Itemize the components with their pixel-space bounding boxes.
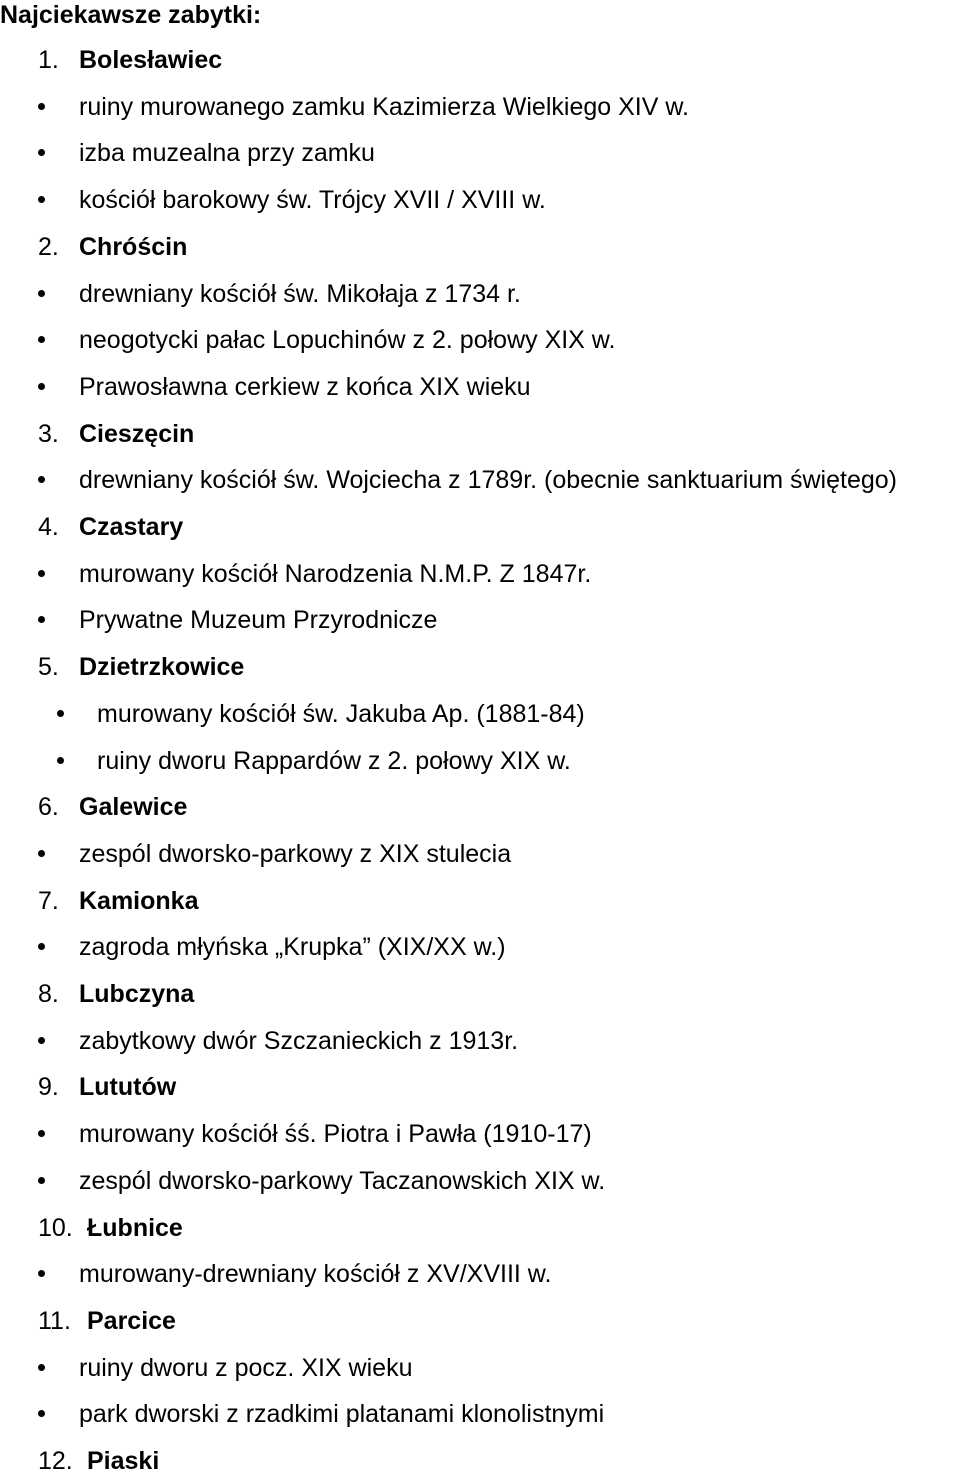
bullet-icon — [38, 1177, 45, 1184]
section-number: 11. — [38, 1307, 71, 1335]
list-item-text: drewniany kościół św. Wojciecha z 1789r. (obecnie sanktuarium świętego) — [79, 466, 897, 494]
list-item-text: zespól dworsko-parkowy Taczanowskich XIX w. — [79, 1167, 606, 1195]
list-item-text: murowany kościół śś. Piotra i Pawła (1910-17) — [79, 1120, 592, 1148]
section-name: Dzietrzkowice — [79, 653, 245, 681]
bullet-icon — [38, 196, 45, 203]
page-title: Najciekawsze zabytki: — [0, 1, 262, 29]
section-number: 10. — [38, 1214, 73, 1242]
section-name: Łubnice — [87, 1214, 183, 1242]
list-item-text: ruiny dworu z pocz. XIX wieku — [79, 1354, 413, 1382]
bullet-icon — [38, 943, 45, 950]
section-number: 2. — [38, 233, 59, 261]
section-number: 6. — [38, 793, 59, 821]
list-item-text: Prawosławna cerkiew z końca XIX wieku — [79, 373, 531, 401]
list-item-text: kościół barokowy św. Trójcy XVII / XVIII w. — [79, 186, 546, 214]
list-item-text: ruiny murowanego zamku Kazimierza Wielkiego XIV w. — [79, 93, 689, 121]
bullet-icon — [38, 336, 45, 343]
section-number: 1. — [38, 46, 59, 74]
section-name: Bolesławiec — [79, 46, 223, 74]
section-number: 9. — [38, 1073, 59, 1101]
bullet-icon — [38, 290, 45, 297]
list-item-text: drewniany kościół św. Mikołaja z 1734 r. — [79, 280, 521, 308]
section-number: 4. — [38, 513, 59, 541]
list-item-text: zagroda młyńska „Krupka” (XIX/XX w.) — [79, 933, 506, 961]
section-name: Galewice — [79, 793, 188, 821]
list-item-text: zespól dworsko-parkowy z XIX stulecia — [79, 840, 512, 868]
list-item-text: izba muzealna przy zamku — [79, 139, 375, 167]
list-item-text: neogotycki pałac Lopuchinów z 2. połowy XIX w. — [79, 326, 616, 354]
section-number: 3. — [38, 420, 59, 448]
bullet-icon — [57, 710, 64, 717]
bullet-icon — [38, 1130, 45, 1137]
section-number: 12. — [38, 1447, 73, 1475]
list-item-text: murowany kościół św. Jakuba Ap. (1881-84) — [97, 700, 585, 728]
bullet-icon — [38, 476, 45, 483]
section-number: 5. — [38, 653, 59, 681]
bullet-icon — [38, 103, 45, 110]
section-name: Cieszęcin — [79, 420, 195, 448]
bullet-icon — [38, 1270, 45, 1277]
list-item-text: murowany kościół Narodzenia N.M.P. Z 1847r. — [79, 560, 592, 588]
bullet-icon — [38, 1037, 45, 1044]
bullet-icon — [57, 757, 64, 764]
list-item-text: park dworski z rzadkimi platanami klonolistnymi — [79, 1400, 605, 1428]
list-item-text: Prywatne Muzeum Przyrodnicze — [79, 606, 438, 634]
bullet-icon — [38, 1364, 45, 1371]
bullet-icon — [38, 149, 45, 156]
section-number: 7. — [38, 887, 59, 915]
bullet-icon — [38, 383, 45, 390]
bullet-icon — [38, 1410, 45, 1417]
list-item-text: ruiny dworu Rappardów z 2. połowy XIX w. — [97, 747, 571, 775]
section-name: Kamionka — [79, 887, 199, 915]
section-name: Lubczyna — [79, 980, 195, 1008]
list-item-text: murowany-drewniany kościół z XV/XVIII w. — [79, 1260, 552, 1288]
bullet-icon — [38, 570, 45, 577]
section-number: 8. — [38, 980, 59, 1008]
section-name: Chróścin — [79, 233, 188, 261]
bullet-icon — [38, 850, 45, 857]
section-name: Czastary — [79, 513, 184, 541]
section-name: Piaski — [87, 1447, 160, 1475]
bullet-icon — [38, 616, 45, 623]
section-name: Lututów — [79, 1073, 177, 1101]
section-name: Parcice — [87, 1307, 176, 1335]
list-item-text: zabytkowy dwór Szczanieckich z 1913r. — [79, 1027, 519, 1055]
